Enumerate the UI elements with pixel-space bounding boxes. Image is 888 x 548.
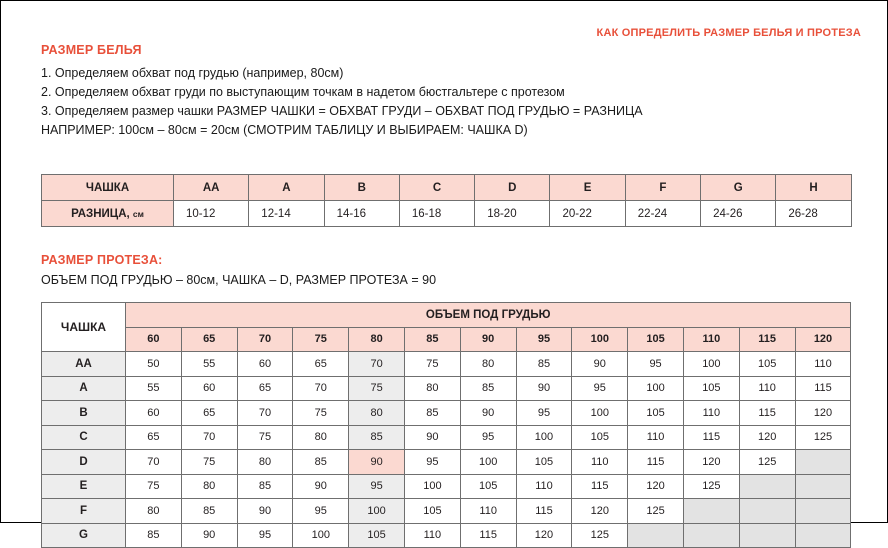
table-row: [42, 450, 851, 475]
size-cell-empty: [683, 499, 739, 524]
cup-row-label: D: [42, 450, 126, 475]
cup-header-cell: H: [776, 175, 851, 201]
size-cell: 80: [404, 376, 460, 401]
size-cell: 55: [181, 352, 237, 377]
size-cell: 80: [293, 425, 349, 450]
difference-cell: 16-18: [399, 201, 474, 227]
size-cell: 90: [404, 425, 460, 450]
size-cell: 105: [739, 352, 795, 377]
size-cell: 110: [460, 499, 516, 524]
table-row: [42, 376, 851, 401]
cup-row-label: G: [42, 523, 126, 548]
size-cell: 85: [126, 523, 182, 548]
size-cell: 70: [181, 425, 237, 450]
table-row: [42, 303, 851, 328]
instruction-line-4: НАПРИМЕР: 100см – 80см = 20см (СМОТРИМ ТАБЛИЦУ И ВЫБИРАЕМ: ЧАШКА D): [41, 123, 528, 137]
cup-table-header-cup: ЧАШКА: [42, 175, 174, 201]
size-cell: 100: [404, 474, 460, 499]
size-cell: 65: [293, 352, 349, 377]
size-cell: 65: [237, 376, 293, 401]
cup-header-cell: A: [249, 175, 324, 201]
table-row: [42, 499, 851, 524]
band-header-cell: 110: [683, 327, 739, 352]
size-cell: 95: [572, 376, 628, 401]
size-cell: 95: [628, 352, 684, 377]
size-cell: 80: [181, 474, 237, 499]
size-cell: 100: [572, 401, 628, 426]
size-cell-empty: [739, 523, 795, 548]
size-cell: 80: [237, 450, 293, 475]
size-cell: 125: [628, 499, 684, 524]
size-cell-empty: [739, 474, 795, 499]
size-cell: 85: [404, 401, 460, 426]
size-cell-empty: [628, 523, 684, 548]
size-cell: 95: [516, 401, 572, 426]
difference-cell: 26-28: [776, 201, 851, 227]
table-row: [42, 201, 852, 227]
table-row: [42, 175, 852, 201]
instruction-line-3: 3. Определяем размер чашки РАЗМЕР ЧАШКИ = ОБХВАТ ГРУДИ – ОБХВАТ ПОД ГРУДЬЮ = РАЗНИЦА: [41, 104, 643, 118]
size-cell: 100: [349, 499, 405, 524]
difference-cell: 10-12: [174, 201, 249, 227]
difference-unit: см: [132, 208, 144, 219]
size-cell: 55: [126, 376, 182, 401]
size-matrix-table: [41, 302, 851, 548]
size-cell: 115: [460, 523, 516, 548]
band-header-cell: 90: [460, 327, 516, 352]
header-note: КАК ОПРЕДЕЛИТЬ РАЗМЕР БЕЛЬЯ И ПРОТЕЗА: [596, 27, 861, 39]
size-cell: 125: [739, 450, 795, 475]
size-cell: 120: [628, 474, 684, 499]
size-cell: 110: [795, 352, 851, 377]
band-header-cell: 120: [795, 327, 851, 352]
instruction-list: [41, 64, 851, 140]
cup-difference-table: [41, 174, 852, 227]
size-cell: 80: [460, 352, 516, 377]
prosthesis-example-line: ОБЪЕМ ПОД ГРУДЬЮ – 80см, ЧАШКА – D, РАЗМЕР ПРОТЕЗА = 90: [41, 273, 437, 287]
content-area: [41, 43, 851, 548]
size-cell: 85: [181, 499, 237, 524]
table-row: [42, 327, 851, 352]
size-cell: 105: [683, 376, 739, 401]
size-cell: 75: [293, 401, 349, 426]
size-cell: 90: [572, 352, 628, 377]
size-cell: 120: [739, 425, 795, 450]
size-cell: 95: [404, 450, 460, 475]
cup-row-label: C: [42, 425, 126, 450]
cup-header-cell: F: [625, 175, 700, 201]
size-cell: 95: [237, 523, 293, 548]
size-cell: 120: [516, 523, 572, 548]
band-header-cell: 105: [628, 327, 684, 352]
size-cell: 75: [181, 450, 237, 475]
cup-header-cell: AA: [174, 175, 249, 201]
size-cell: 115: [795, 376, 851, 401]
cup-header-cell: G: [701, 175, 776, 201]
section-title-prosthesis-size: РАЗМЕР ПРОТЕЗА:: [41, 253, 163, 267]
table-row: [42, 523, 851, 548]
section-title-underwear-size: РАЗМЕР БЕЛЬЯ: [41, 43, 142, 57]
instruction-line-2: 2. Определяем обхват груди по выступающим точкам в надетом бюстгальтере с протезом: [41, 85, 565, 99]
cup-header-cell: C: [399, 175, 474, 201]
size-cell: 80: [349, 401, 405, 426]
difference-cell: 22-24: [625, 201, 700, 227]
size-cell: 105: [460, 474, 516, 499]
band-header-cell: 75: [293, 327, 349, 352]
size-cell: 115: [572, 474, 628, 499]
size-cell: 70: [237, 401, 293, 426]
size-cell: 110: [739, 376, 795, 401]
size-cell: 95: [293, 499, 349, 524]
section-prosthesis: [41, 253, 851, 290]
size-cell: 60: [181, 376, 237, 401]
size-cell-empty: [795, 450, 851, 475]
difference-cell: 20-22: [550, 201, 625, 227]
band-header-cell: 65: [181, 327, 237, 352]
size-cell: 115: [516, 499, 572, 524]
cup-row-label: A: [42, 376, 126, 401]
size-cell: 115: [739, 401, 795, 426]
size-cell: 90: [460, 401, 516, 426]
cup-row-label: F: [42, 499, 126, 524]
table-row: [42, 425, 851, 450]
size-cell: 90: [293, 474, 349, 499]
cup-header-cell: E: [550, 175, 625, 201]
size-cell: 90: [181, 523, 237, 548]
difference-cell: 18-20: [475, 201, 550, 227]
size-cell: 105: [628, 401, 684, 426]
difference-label: РАЗНИЦА,: [71, 207, 130, 220]
size-cell: 65: [126, 425, 182, 450]
band-header-cell: 80: [349, 327, 405, 352]
size-cell: 100: [516, 425, 572, 450]
size-cell-empty: [795, 499, 851, 524]
size-cell: 75: [349, 376, 405, 401]
size-cell: 80: [126, 499, 182, 524]
size-cell: 125: [683, 474, 739, 499]
size-cell: 100: [628, 376, 684, 401]
cup-header-cell: B: [324, 175, 399, 201]
size-cell: 120: [683, 450, 739, 475]
size-cell: 85: [460, 376, 516, 401]
size-cell: 50: [126, 352, 182, 377]
size-cell: 110: [683, 401, 739, 426]
size-cell: 105: [516, 450, 572, 475]
size-cell: 125: [572, 523, 628, 548]
size-cell: 75: [404, 352, 460, 377]
size-cell: 100: [293, 523, 349, 548]
cup-header-cell: D: [475, 175, 550, 201]
size-cell: 125: [795, 425, 851, 450]
size-table-band-title: ОБЪЕМ ПОД ГРУДЬЮ: [126, 303, 851, 328]
size-cell: 85: [293, 450, 349, 475]
table-row: [42, 474, 851, 499]
size-cell-empty: [795, 474, 851, 499]
size-cell: 90: [237, 499, 293, 524]
cup-row-label: E: [42, 474, 126, 499]
size-cell: 120: [795, 401, 851, 426]
size-cell: 105: [349, 523, 405, 548]
size-cell: 110: [628, 425, 684, 450]
band-header-cell: 95: [516, 327, 572, 352]
size-cell: 105: [404, 499, 460, 524]
cup-table-header-difference: [42, 201, 174, 227]
size-cell: 95: [349, 474, 405, 499]
size-cell: 100: [460, 450, 516, 475]
size-cell: 85: [349, 425, 405, 450]
band-header-cell: 85: [404, 327, 460, 352]
table-row: [42, 401, 851, 426]
difference-cell: 24-26: [701, 201, 776, 227]
size-cell-empty: [795, 523, 851, 548]
size-cell: 70: [293, 376, 349, 401]
difference-cell: 14-16: [324, 201, 399, 227]
band-header-cell: 100: [572, 327, 628, 352]
cup-row-label: B: [42, 401, 126, 426]
size-cell: 75: [126, 474, 182, 499]
size-cell: 95: [460, 425, 516, 450]
size-cell: 115: [628, 450, 684, 475]
size-cell: 75: [237, 425, 293, 450]
instruction-line-1: 1. Определяем обхват под грудью (например, 80см): [41, 66, 344, 80]
size-cell: 110: [516, 474, 572, 499]
size-cell: 90: [349, 450, 405, 475]
size-cell: 70: [126, 450, 182, 475]
size-cell: 100: [683, 352, 739, 377]
band-header-cell: 70: [237, 327, 293, 352]
size-cell: 120: [572, 499, 628, 524]
difference-cell: 12-14: [249, 201, 324, 227]
size-cell: 115: [683, 425, 739, 450]
size-cell: 65: [181, 401, 237, 426]
cup-row-label: AA: [42, 352, 126, 377]
size-cell: 70: [349, 352, 405, 377]
size-cell: 90: [516, 376, 572, 401]
size-cell: 60: [237, 352, 293, 377]
size-cell: 105: [572, 425, 628, 450]
size-cell-empty: [739, 499, 795, 524]
size-cell-empty: [683, 523, 739, 548]
table-row: [42, 352, 851, 377]
size-cell: 85: [237, 474, 293, 499]
size-cell: 110: [572, 450, 628, 475]
size-cell: 110: [404, 523, 460, 548]
size-cell: 85: [516, 352, 572, 377]
size-table-corner-label: ЧАШКА: [42, 303, 126, 352]
size-cell: 60: [126, 401, 182, 426]
band-header-cell: 60: [126, 327, 182, 352]
band-header-cell: 115: [739, 327, 795, 352]
